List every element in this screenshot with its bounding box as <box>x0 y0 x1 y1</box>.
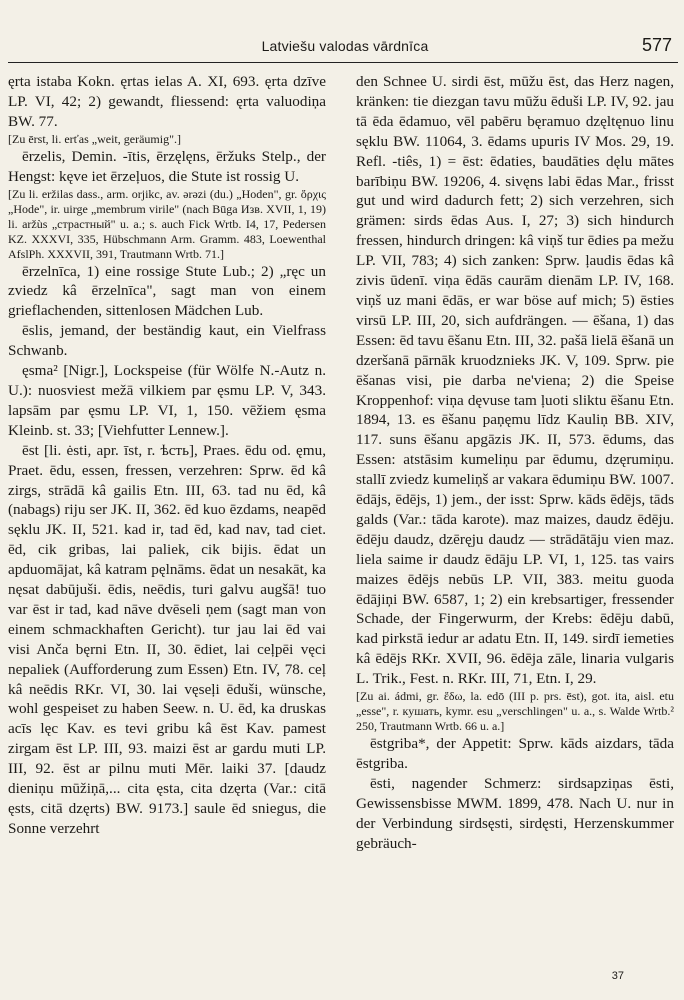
entry-est: ēst [li. ėsti, apr. īst, r. ѣсть], Praes. ēdu od. ęmu, Praet. ēdu, essen, fressen, verzehren: Sprw. ēd kâ zirgs, strādā kâ gailis Etn. III, 63. tad nu ēd, kâ (nabags) riju ser JK. II, 362. ēd kuo ēzdams, neapēd sęklu JK. II, 521. kad ir, tad ēd, kad nav, tad ciet. ēd, cik gribas, lai paliek, cik bijis. ēdat un apduomājat, kâ katram pęlnāms. ēdat un nesakāt, ka nęsat dabūjuši. ēdis, neēdis, turi galvu augšā! tuo var ēst ir tad, kad nāve dvēseli ņem (sagt man von einem schmackhaften Gericht). tur jau lai ēd vai visi Anča bęrni Etn. II, 30. ēdiet, lai ceļpēi vęci nepaliek (Aufforderung zum Essen) Etn. IV, 78. ceļ kâ neēdis RKr. VI, 30. lai vęseļi ēduši, wünsche, wohl gespeiset zu haben Seew. n. U. ēd, ka druskas acīs lęc Kav. es tevi gribu kâ ēst Kav. pamest zirgam ēst LP. III, 93. maizi ēst ar gardu muti LP. III, 92. ēst ar pilnu muti Mēr. laiki 37. [daudz dieniņu mūžiņā,... cita ęsta, cita dzęrta (Var.: citā ęsts, citā dzęrts) BW. 9173.] saule ēd sniegus, die Sonne verzehrt <box>8 441 326 837</box>
entry-estgriba: ēstgriba*, der Appetit: Sprw. kāds aizdars, tāda ēstgriba. <box>356 735 674 772</box>
header-rule <box>8 62 678 63</box>
left-column <box>8 72 326 839</box>
entry-eslis: ēslis, jemand, der beständig kaut, ein Vielfrass Schwanb. <box>8 322 326 360</box>
page-header <box>10 35 680 60</box>
running-title: Latviešu valodas vārdnīca <box>261 38 429 54</box>
signature-mark: 37 <box>611 970 624 982</box>
etymology-note: [Zu ērst, li. erťas „weit, geräumig".] <box>8 131 181 146</box>
entry-est-continuation: den Schnee U. sirdi ēst, mūžu ēst, das Herz nagen, kränken: tie diezgan tavu mūžu ēduši LP. IV, 92. jau tā ēda ēdamuo, vēl pabēru bęramuo dzęltęnuo linu sęklu BW. 11064, 3. ēdams upuris IV Mos. 29, 19. Refl. -tiês, 1) = ēst: ēdaties, baudāties dęlu mātes barībiņu BW. 19206, 4. sivęns labi ēdas Mar., frisst gut und wird dadurch fett; 2) sich verzehren, sich grämen: sirds ēdas Aus. I, 27; 3) sich hindurch fressen, hindurch dringen: kâ viņš tur ēdies pa mežu LP. VII, 783; 4) sich zanken: Sprw. ļaudis ēdas kâ zivis ūdenī. viņa ēdās caurām dienām LP. IV, 168. viņš uz mani ēdās, er war böse auf mich; 5) ēsties virsū LP. III, 20, sich aufdrängen. — ēšana, 1) das Essen: ēd tavu ēšanu Etn. III, 32. pašā lielā ēšanā un dzeršanā pārnāk kruodznieks JK. V, 109. Sprw. pie ēšanas visi, pie darba ne'viena; 2) die Speise Kroppenhof: viņa dęvuse tam ļuoti sliktu ēšanu Etn. 1894, 13. es ēšanu paņęmu līdz Kauliņ BB. XIV, 117. suns ēšanu apgāzis JK. II, 573. ēdums, das Essen: atstāsim kumeliņu par ēdumu, dzęrumiņu. stallī zviedz kumeliņš ar vakara ēdumiņu BW. 1007. ēdājs, ēdējs, 1) jem., der isst: Sprw. kāds ēdējs, tāds galds (Var.: tāda karote). maz maizes, daudz ēdēju. ēdēju daudz, dzēręju daudz — strādātāju vien maz. liela saime ir daudz ēdāju LP. VI, 1, 125. tas vairs maizes ēdējs nebūs LP. VII, 383. meitu guoda ēdājiņi BW. 6587, 1; 2) ein krebsartiger, fressender Schade, der Fingerwurm, der Krebs: ēdēju dabū, kad pirkstā iedur ar adatu Etn. II, 149. sirdī iemeties kâ ēdējs RKr. XVII, 96. ēdēja zāle, linaria vulgaris L. Trik., Fest. n. RKr. III, 71, Etn. I, 29. <box>356 73 674 688</box>
page-number: 577 <box>641 35 672 55</box>
right-column <box>356 72 674 854</box>
entry-esti: ēsti, nagender Schmerz: sirdsapziņas ēsti, Gewissensbisse MWM. 1899, 478. Nach U. nur in der Verbindung sirdsęsti, sirdęsti, Herzenskummer gebräuch- <box>356 774 674 852</box>
entry-esma: ęsma² [Nigr.], Lockspeise (für Wölfe N.-Autz n. U.): nuosviest mežā vilkiem par ęsmu LP. V, 343. lapsām par ęsmu LP. VI, 1, 150. vēžiem ęsma Kleinb. st. 33; [Viehfutter Lennew.]. <box>8 362 326 439</box>
entry-erzelis: ērzelis, Demin. -ītis, ērzęlęns, ēržuks Stelp., der Hengst: kęve iet ērzeļuos, die Stute ist rossig U. <box>8 147 326 185</box>
etymology-note: [Zu li. eržilas dass., arm. orjikc, av. ərəzi (du.) „Hoden", gr. ὄρχις „Hode", ir. uirge „membrum virile" (nach Būga Изв. XVII, 1, 19) li. aržùs „страстный" u. a.; s. auch Fick Wrtb. I4, 17, Pedersen KZ. XXXVI, 335, Hübschmann Arm. Gramm. 483, Loewenthal AfslPh. XXXVII, 391, Trautmann Wrtb. 71.] <box>8 186 326 261</box>
entry-erzelnica: ērzelnīca, 1) eine rossige Stute Lub.; 2) „ręc un zviedz kâ ērzelnīca", sagt man von einem grieflachenden, sittenlosen Mädchen Lub. <box>8 262 326 320</box>
entry-continuation: ęrta istaba Kokn. ęrtas ielas A. XI, 693. ęrta dzīve LP. VI, 42; 2) gewandt, fliessend: ęrta valuodiņa BW. 77. <box>8 73 326 130</box>
etymology-note: [Zu ai. ádmi, gr. ἔδω, la. edō (III p. prs. ēst), got. ita, aisl. etu „esse", r. кушать, kymr. esu „verschlingen" u. a., s. Walde Wrtb.² 250, Trautmann Wrtb. 66 u. a.] <box>356 689 674 734</box>
